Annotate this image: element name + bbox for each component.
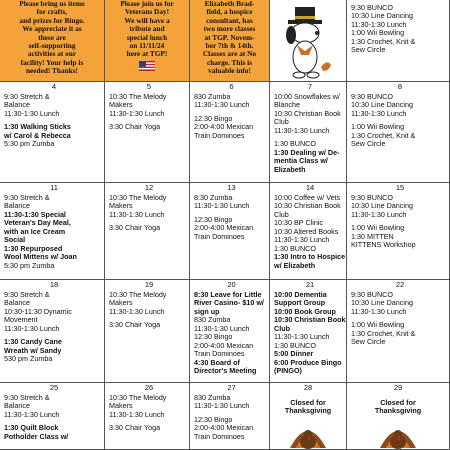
event-line: 4:30 Board of xyxy=(194,357,240,367)
event-line: 9:30 Stretch & xyxy=(4,392,50,402)
event-line: 5:30 pm Zumba xyxy=(4,139,55,149)
event-line: here at TGP! xyxy=(126,49,168,59)
event-line: Closed for xyxy=(290,397,326,407)
event-line: tribute and xyxy=(129,24,165,34)
day-18-cell xyxy=(0,280,105,383)
closed-notice xyxy=(347,399,449,416)
event-line: Balance xyxy=(4,201,30,211)
event-line: Train Dominoes xyxy=(194,349,245,359)
event-line: 530 pm Zumba xyxy=(4,354,53,364)
event-line: We will have a xyxy=(124,15,170,25)
day-number: 8 xyxy=(397,82,403,91)
day-number: 29 xyxy=(393,383,403,392)
event-line: valuable info! xyxy=(208,66,251,76)
day-26-cell xyxy=(105,383,190,450)
event-line: 8:30 Leave for Little xyxy=(194,289,262,299)
event-line: 12:30 Bingo xyxy=(194,414,233,424)
event-line: Balance xyxy=(4,100,30,110)
event-line: 10:30 The Melody xyxy=(109,192,167,202)
event-line: Makers xyxy=(109,100,133,110)
event-line: 11:30-1:30 Special xyxy=(4,209,66,219)
day-number: 11 xyxy=(50,183,58,192)
event-line: 11:30-1:30 Lunch xyxy=(4,108,60,118)
event-line: and prizes for Bingo. xyxy=(19,15,85,25)
event-line: 1:30 BUNCO xyxy=(274,139,316,149)
event-line: 10:00 Book Group xyxy=(274,306,336,316)
crafts-notice-text xyxy=(0,0,104,76)
day-number: 22 xyxy=(395,280,405,289)
event-line: 11:30-1:30 Lunch xyxy=(194,401,250,411)
event-line: Please join us for xyxy=(120,0,174,8)
event-line: Club xyxy=(274,323,290,333)
day-7-cell xyxy=(270,82,347,183)
event-line: charge. This is xyxy=(206,57,253,67)
day-6-cell xyxy=(190,82,270,183)
event-line: 10:00 Coffee w/ Vets xyxy=(274,192,341,202)
day-number: 27 xyxy=(227,383,236,392)
event-line: 3:30 Chair Yoga xyxy=(109,223,161,233)
day-events xyxy=(274,291,346,376)
event-line: 830 Zumba xyxy=(194,392,231,402)
event-line: 11:30-1:30 Lunch xyxy=(109,306,165,316)
event-line: 10:30 The Melody xyxy=(109,392,167,402)
event-line: w/ Carol & Rebecca xyxy=(4,130,71,140)
event-line: 11:30-1:30 Lunch xyxy=(109,108,165,118)
event-line: 11:30-1:30 Lunch xyxy=(194,100,250,110)
event-line: 11:30-1:30 Lunch xyxy=(351,108,407,118)
event-line: Makers xyxy=(109,201,133,211)
event-line: 1:00 Wii Bowling xyxy=(351,223,405,233)
event-line: 1:00 Wii Bowling xyxy=(351,122,405,132)
day-events xyxy=(351,291,449,347)
event-line: for crafts, xyxy=(36,7,68,17)
day-12-cell xyxy=(105,183,190,280)
day-events xyxy=(4,291,104,364)
day-number: 13 xyxy=(227,183,236,192)
day-number: 18 xyxy=(49,280,59,289)
day-number: 25 xyxy=(49,383,59,392)
event-line: field, a hospice xyxy=(206,7,253,17)
day-1-cell xyxy=(347,0,450,82)
event-line: 10:30 BP Clinic xyxy=(274,218,324,228)
event-line: 10:30 Altered Books xyxy=(274,226,339,236)
event-line: 10:30-11:30 Dynamic xyxy=(4,306,72,316)
day-14-cell xyxy=(270,183,347,280)
event-line: facility! Your help is xyxy=(20,57,84,67)
event-line: River Casino- $10 w/ xyxy=(194,298,264,308)
day-29-cell xyxy=(347,383,450,450)
event-line: Elizabeth Brad- xyxy=(204,0,255,8)
event-line: 1:30 MITTEN xyxy=(351,231,394,241)
closed-notice xyxy=(270,399,346,416)
event-line: 11:30-1:30 Lunch xyxy=(351,19,407,29)
event-line: 10:30 Line Dancing xyxy=(351,100,413,110)
event-line: 10:30 The Melody xyxy=(109,289,167,299)
event-line: Train Dominoes xyxy=(194,431,245,441)
day-events xyxy=(109,291,189,330)
event-line: 8:30 Zumba xyxy=(194,192,233,202)
event-line: 11:30-1:30 Lunch xyxy=(351,306,407,316)
event-line: (PINGO) xyxy=(274,366,302,376)
event-line: 11:30-1:30 Lunch xyxy=(274,235,330,245)
event-line: 2:00-4:00 Mexican xyxy=(194,423,254,433)
crafts-notice xyxy=(0,0,105,82)
event-line: Closed for xyxy=(380,397,416,407)
day-number: 20 xyxy=(227,280,236,289)
event-line: 3:30 Chair Yoga xyxy=(109,423,161,433)
event-line: ber 7th & 14th. xyxy=(205,40,254,50)
event-line: 11:30-1:30 Lunch xyxy=(4,323,60,333)
event-line: on 11/11/24 xyxy=(129,40,165,50)
event-line: 11:30-1:30 Lunch xyxy=(194,201,250,211)
event-line: at TGP. Novem- xyxy=(204,32,255,42)
event-line: Wool Mittens w/ Joan xyxy=(4,252,77,262)
day-events xyxy=(194,194,269,241)
day-number: 19 xyxy=(144,280,154,289)
event-line: 9:30 Stretch & xyxy=(4,192,50,202)
day-number: 21 xyxy=(305,280,315,289)
event-line: Sew Circle xyxy=(351,139,386,149)
event-line: Balance xyxy=(4,401,30,411)
event-line: Veterans Day! xyxy=(124,7,170,17)
event-line: Club xyxy=(274,209,289,219)
event-line: 2:00-4:00 Mexican xyxy=(194,122,254,132)
hospice-notice xyxy=(190,0,270,82)
day-22-cell xyxy=(347,280,450,383)
event-line: special lunch xyxy=(126,32,168,42)
event-line: 1:30 Candy Cane xyxy=(4,337,62,347)
event-line: Makers xyxy=(109,401,133,411)
event-line: Blanche xyxy=(274,100,300,110)
event-line: 1:30 Repurposed xyxy=(4,243,63,253)
event-line: 9:30 BUNCO xyxy=(351,289,393,299)
event-line: sign up xyxy=(194,306,220,316)
event-line: 3:30 Chair Yoga xyxy=(109,122,161,132)
event-line: 2:00-4:00 Mexican xyxy=(194,340,254,350)
event-line: 6:00 Produce Bingo xyxy=(274,357,342,367)
day-events xyxy=(109,93,189,132)
event-line: with an Ice Cream xyxy=(4,226,66,236)
event-line: 9:30 Stretch & xyxy=(4,91,50,101)
day-13-cell xyxy=(190,183,270,280)
event-line: needed! Thanks! xyxy=(26,66,78,76)
event-line: 1:30 BUNCO xyxy=(274,243,316,253)
event-line: 9:30 BUNCO xyxy=(351,192,393,202)
event-line: these are xyxy=(38,32,66,42)
day-events xyxy=(194,291,269,376)
event-line: Elizabeth xyxy=(274,164,306,174)
event-line: 11:30-1:30 Lunch xyxy=(351,209,407,219)
day-events xyxy=(274,93,346,174)
event-line: mentia Class w/ xyxy=(274,156,328,166)
event-line: Support Group xyxy=(274,298,326,308)
event-line: consultant, has xyxy=(206,15,253,25)
day-number: 14 xyxy=(305,183,315,192)
hospice-notice-text xyxy=(190,0,269,76)
event-line: 12:30 Bingo xyxy=(194,332,233,342)
event-line: Wreath w/ Sandy xyxy=(4,345,62,355)
event-line: 3:30 Chair Yoga xyxy=(109,320,161,330)
event-line: Movement xyxy=(4,315,38,325)
event-line: 5:00 Dinner xyxy=(274,349,314,359)
us-flag-icon xyxy=(139,61,155,71)
event-line: 1:30 Intro to Hospice xyxy=(274,252,346,262)
day-5-cell xyxy=(105,82,190,183)
event-line: Veteran's Day Meal, xyxy=(4,218,71,228)
event-line: Balance xyxy=(4,298,30,308)
day-28-cell xyxy=(270,383,347,450)
event-line: 830 Zumba xyxy=(194,315,231,325)
event-line: w/ Elizabeth xyxy=(274,260,316,270)
event-line: 1:30 Crochet, Knit & xyxy=(351,36,416,46)
day-15-cell xyxy=(347,183,450,280)
event-line: 11:30-1:30 Lunch xyxy=(109,409,165,419)
event-line: Thanksgiving xyxy=(374,406,422,416)
event-line: Thanksgiving xyxy=(284,406,332,416)
day-20-cell xyxy=(190,280,270,383)
event-line: 9:30 BUNCO xyxy=(351,3,393,12)
event-line: Classes are at No xyxy=(202,49,257,59)
event-line: 10:30 Christian Book xyxy=(274,201,341,211)
event-line: 10:30 Christian Book xyxy=(274,315,346,325)
event-line: 1:30 BUNCO xyxy=(274,340,316,350)
turkey-icon xyxy=(376,420,420,450)
day-events xyxy=(274,194,346,270)
event-line: Club xyxy=(274,117,289,127)
event-line: 12:30 Bingo xyxy=(194,113,233,123)
day-number: 12 xyxy=(144,183,154,192)
event-line: 10:00 Dementia xyxy=(274,289,327,299)
day-number: 26 xyxy=(144,383,154,392)
event-line: two more classes xyxy=(203,24,256,34)
day-events xyxy=(4,394,104,441)
veterans-day-text xyxy=(105,0,189,59)
day-1-events xyxy=(351,4,449,55)
snoopy-pilgrim-image xyxy=(273,5,338,82)
event-line: Makers xyxy=(109,298,133,308)
event-line: Train Dominoes xyxy=(194,231,245,241)
event-line: 9:30 Stretch & xyxy=(4,289,50,299)
event-line: 10:30 Line Dancing xyxy=(351,201,413,211)
event-line: 11:30-1:30 Lunch xyxy=(109,209,165,219)
day-events xyxy=(351,194,449,250)
day-events xyxy=(4,93,104,149)
event-line: 10:30 Christian Book xyxy=(274,108,341,118)
event-line: 10:30 Line Dancing xyxy=(351,11,413,21)
event-line: 2:00-4:00 Mexican xyxy=(194,223,254,233)
day-19-cell xyxy=(105,280,190,383)
event-line: Please bring us items xyxy=(19,0,85,8)
event-line: 1:30 Dealing w/ De- xyxy=(274,147,340,157)
day-4-cell xyxy=(0,82,105,183)
event-line: 1:30 Crochet, Knit & xyxy=(351,130,416,140)
turkey-icon xyxy=(286,420,330,450)
event-line: 9:30 BUNCO xyxy=(351,91,393,101)
event-line: Social xyxy=(4,235,26,245)
event-line: 5:30 pm Zumba xyxy=(4,260,55,270)
event-line: 12:30 Bingo xyxy=(194,214,233,224)
day-27-cell xyxy=(190,383,270,450)
event-line: self-supporting xyxy=(28,40,76,50)
event-line: 11:30-1:30 Lunch xyxy=(274,332,330,342)
day-21-cell xyxy=(270,280,347,383)
day-number: 6 xyxy=(229,82,234,91)
event-line: 1:00 Wii Bowling xyxy=(351,28,405,38)
event-line: 10:30 Line Dancing xyxy=(351,298,413,308)
event-line: We appreciate it as xyxy=(22,24,82,34)
event-line: 1:30 Walking Sticks xyxy=(4,122,71,132)
day-number: 15 xyxy=(395,183,405,192)
event-line: 11:30-1:30 Lunch xyxy=(274,125,330,135)
day-25-cell xyxy=(0,383,105,450)
event-line: 1:00 Wii Bowling xyxy=(351,320,405,330)
event-line: 11:30-1:30 Lunch xyxy=(4,409,60,419)
event-line: Potholder Class w/ xyxy=(4,431,69,441)
day-events xyxy=(194,93,269,140)
event-line: 10:30 The Melody xyxy=(109,91,167,101)
event-line: 1:30 Crochet, Knit & xyxy=(351,328,416,338)
day-number: 4 xyxy=(51,82,57,91)
day-8-cell xyxy=(347,82,450,183)
event-line: 1:30 Quilt Block xyxy=(4,423,59,433)
day-number: 28 xyxy=(303,383,313,392)
event-line: Train Dominoes xyxy=(194,130,245,140)
day-events xyxy=(109,394,189,433)
day-11-cell xyxy=(0,183,105,280)
event-line: activities at our xyxy=(27,49,77,59)
event-line: 11:30-1:30 Lunch xyxy=(194,323,250,333)
event-line: Sew Circle xyxy=(351,45,386,55)
veterans-day-notice xyxy=(105,0,190,82)
day-events xyxy=(351,93,449,149)
day-number: 7 xyxy=(307,82,313,91)
day-number: 5 xyxy=(146,82,152,91)
day-events xyxy=(194,394,269,441)
event-line: 830 Zumba xyxy=(194,91,231,101)
event-line: Director's Meeting xyxy=(194,366,257,376)
day-events xyxy=(109,194,189,233)
event-line: 10:00 Snowflakes w/ xyxy=(274,91,340,101)
day-events xyxy=(4,194,104,270)
event-line: KITTENS Workshop xyxy=(351,240,416,250)
event-line: Sew Circle xyxy=(351,337,386,347)
snoopy-illustration-cell xyxy=(270,0,347,82)
